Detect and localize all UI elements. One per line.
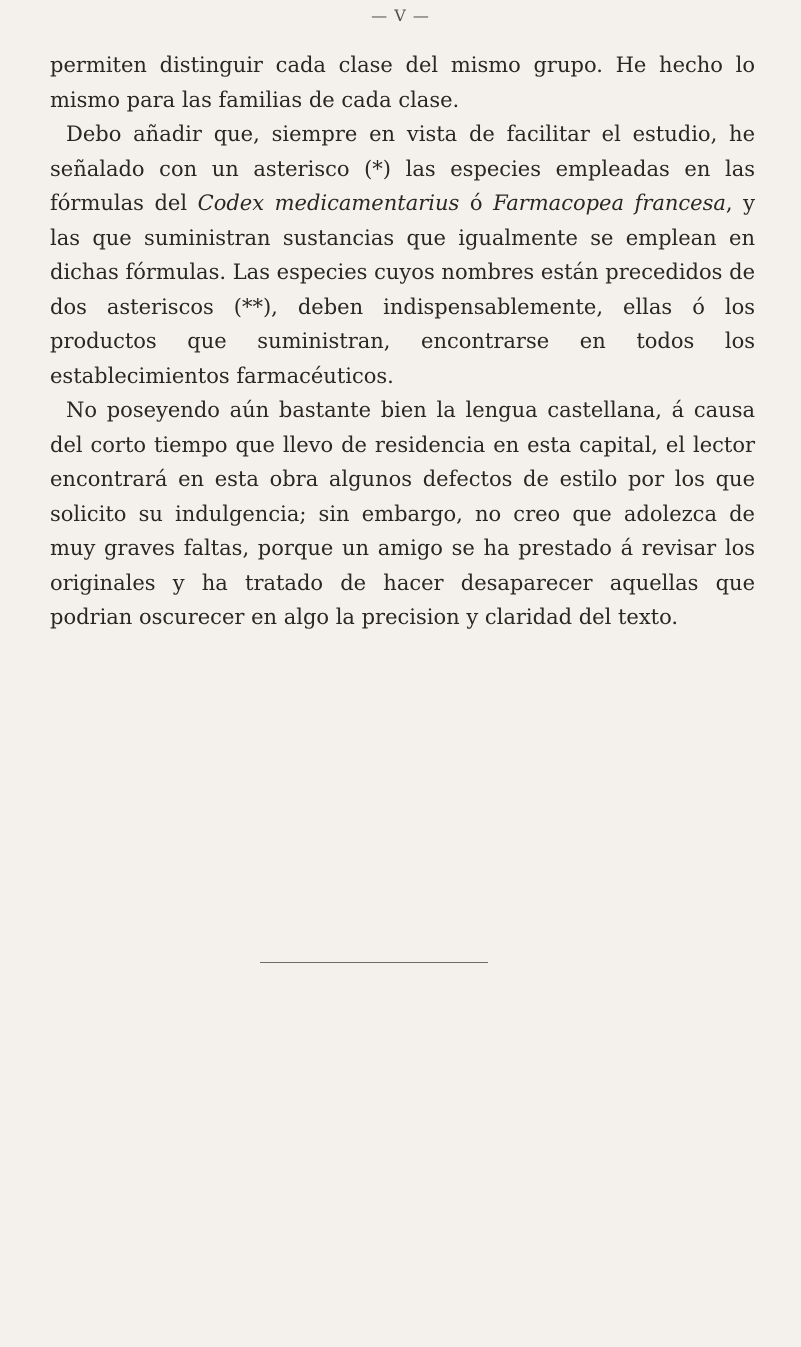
farmacopea-title: Farmacopea francesa — [493, 191, 726, 215]
paragraph-2-text-end: , y las que suministran sustancias que igualmente se emplean en dichas fórmulas. Las especies cuyos nombres están precedidos de dos asteriscos (**), deben indispensablemente, ellas ó los productos que suministran, encontrarse en todos los establecimientos farmacéuticos. — [50, 191, 756, 388]
paragraph-2-text-start: Debo añadir que, siempre en vista de facilitar el estudio, he señalado con un asterisco (*) las especies empleadas en las fórmulas del — [50, 122, 755, 215]
paragraph-2-text-mid: ó — [459, 191, 494, 215]
footer-rule — [260, 962, 488, 963]
paragraph-1 — [50, 48, 755, 117]
paragraph-3-text: No poseyendo aún bastante bien la lengua castellana, á causa del corto tiempo que llevo de residencia en esta capital, el lector encontrará en esta obra algunos defectos de estilo por los que solicito su indulgencia; sin embargo, no creo que adolezca de muy graves faltas, porque un amigo se ha prestado á revisar los originales y ha tratado de hacer desaparecer aquellas que podrian oscurecer en algo la precision y claridad del texto. — [50, 398, 755, 629]
body-text — [50, 48, 755, 635]
paragraph-1-text: permiten distinguir cada clase del mismo grupo. He hecho lo mismo para las familias de cada clase. — [50, 53, 755, 112]
page-header: — V — — [371, 6, 430, 25]
paragraph-2 — [50, 117, 755, 393]
paragraph-3 — [50, 393, 755, 635]
codex-title: Codex medicamentarius — [197, 191, 460, 215]
